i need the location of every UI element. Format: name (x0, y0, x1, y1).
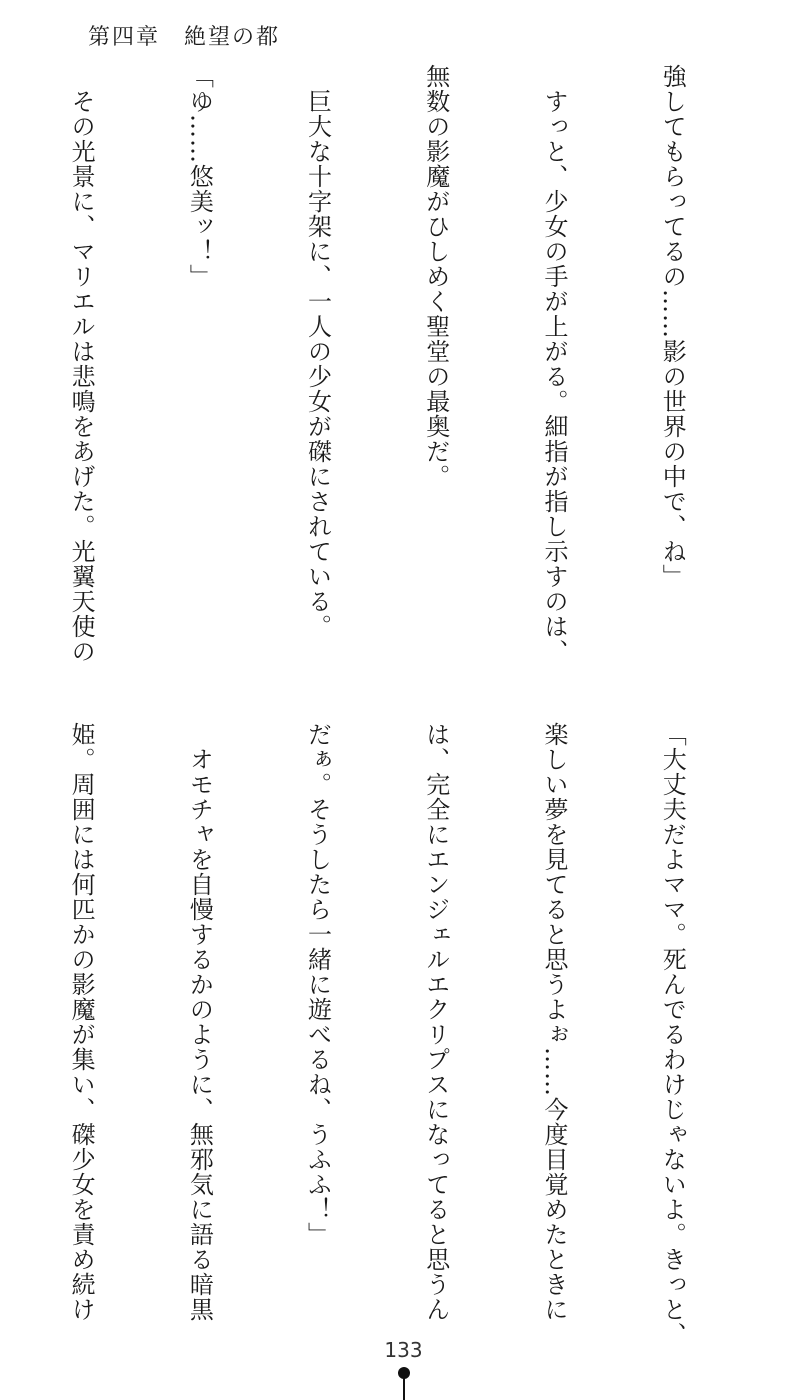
text-block-top (67, 64, 770, 684)
text-line: 強してもらってるの……影の世界の中で、ね」 (658, 64, 687, 589)
page-number: 133 (384, 1338, 423, 1362)
text-line: 「大丈夫だよママ。死んでるわけじゃないよ。きっと、 (658, 722, 687, 1347)
text-line: は、完全にエンジェルエクリプスになってると思うん (421, 722, 450, 1322)
text-line: 楽しい夢を見てると思うよぉ……今度目覚めたときに (539, 722, 568, 1322)
text-line: 無数の影魔がひしめく聖堂の最奥だ。 (421, 64, 450, 489)
text-block-bottom (67, 722, 770, 1347)
chapter-header: 第四章 絶望の都 (88, 25, 281, 50)
text-line: その光景に、マリエルは悲鳴をあげた。光翼天使の (67, 64, 96, 664)
text-line: オモチャを自慢するかのように、無邪気に語る暗黒 (185, 722, 214, 1322)
text-line: 巨大な十字架に、一人の少女が磔にされている。 (303, 64, 332, 639)
page-marker-line (403, 1378, 405, 1400)
text-line: だぁ。そうしたら一緒に遊べるね、うふふ！」 (303, 722, 332, 1247)
text-line: すっと、少女の手が上がる。細指が指し示すのは、 (539, 64, 568, 664)
text-line: 「ゆ……悠美ッ！」 (185, 64, 214, 289)
text-line: 姫。周囲には何匹かの影魔が集い、磔少女を責め続け (67, 722, 96, 1322)
